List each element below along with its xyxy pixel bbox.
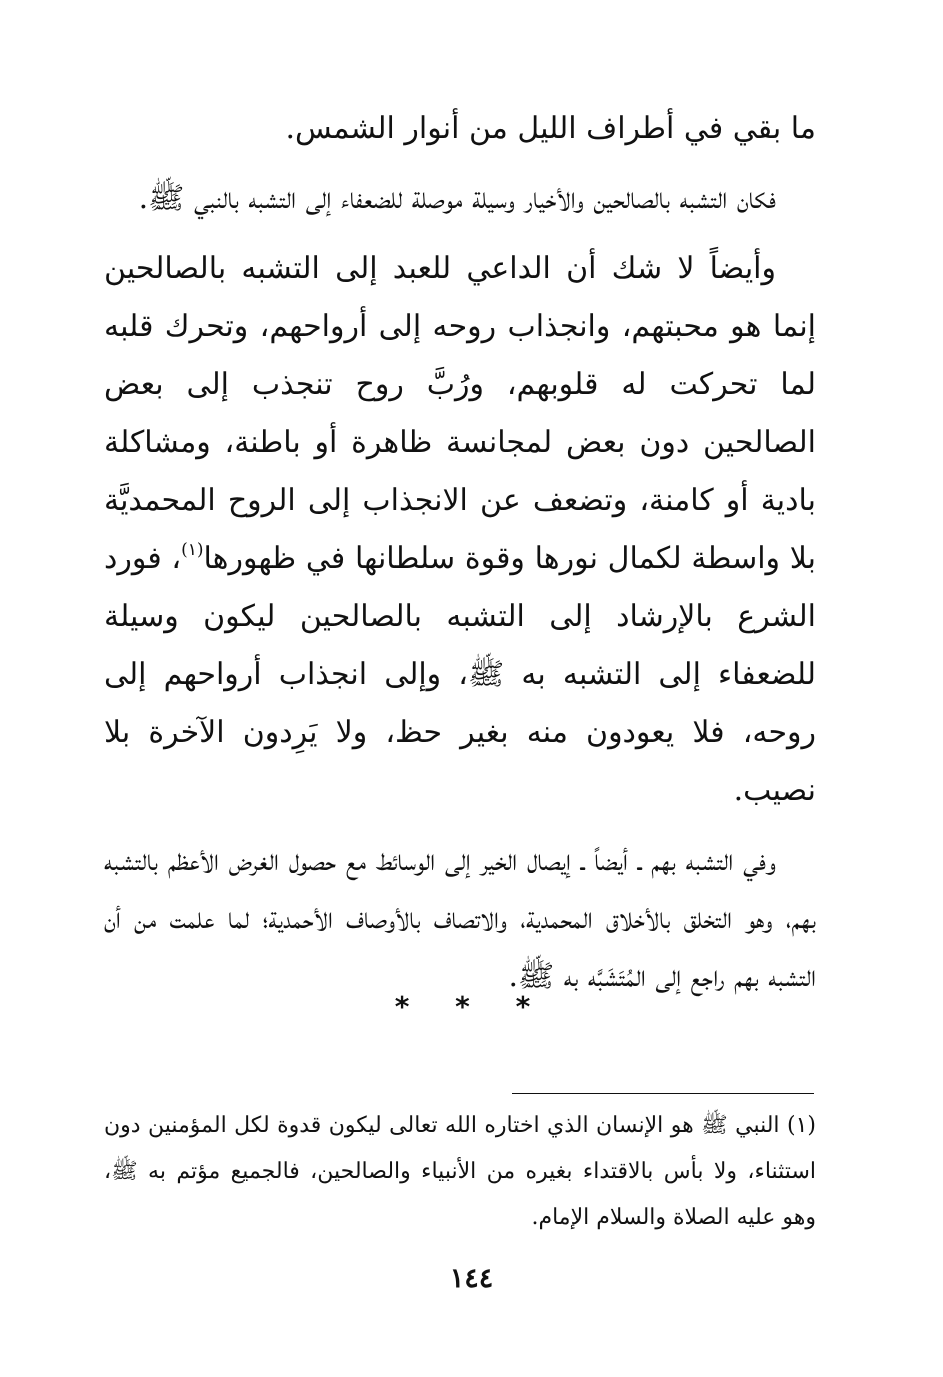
paragraph-1 <box>104 100 816 158</box>
footnote <box>104 1103 816 1241</box>
paragraph-3-continuation: ، فورد الشرع بالإرشاد إلى التشبه بالصالحين ليكون وسيلة للضعفاء إلى التشبه به ﷺ، وإلى انجذاب أرواحهم إلى روحه، فلا يعودون منه بغير حظ، ولا يَرِدون الآخرة بلا نصيب. <box>104 541 816 808</box>
paragraph-2 <box>104 170 816 228</box>
paragraph-4 <box>104 832 816 1006</box>
paragraph-2-text: فكان التشبه بالصالحين والأخيار وسيلة موصلة للضعفاء إلى التشبه بالنبي ﷺ. <box>138 181 776 216</box>
section-separator: * * * <box>394 990 549 1023</box>
footnote-marker: (١) <box>786 1113 816 1138</box>
page-number: ١٤٤ <box>449 1263 494 1294</box>
footnote-reference[interactable]: (١) <box>181 540 204 560</box>
paragraph-4-text: وفي التشبه بهم ـ أيضاً ـ إيصال الخير إلى الوسائط مع حصول الغرض الأعظم بالتشبه بهم، وهو التخلق بالأخلاق المحمدية، والاتصاف بالأوصاف الأحمدية؛ لما علمت من أن التشبه بهم راجع إلى المُتَشَبَّه به ﷺ. <box>104 843 816 994</box>
paragraph-3-text: وأيضاً لا شك أن الداعي للعبد إلى التشبه بالصالحين إنما هو محبتهم، وانجذاب روحه إلى أرواحهم، وتحرك قلبه لما تحركت له قلوبهم، ورُبَّ روح تنجذب إلى بعض الصالحين دون بعض لمجانسة ظاهرة أو باطنة، ومشاكلة بادية أو كامنة، وتضعف عن الانجذاب إلى الروح المحمديَّة بلا واسطة لكمال نورها وقوة سلطانها في ظهورها <box>104 251 817 576</box>
paragraph-3 <box>104 240 816 820</box>
main-text <box>104 100 816 1018</box>
footnote-rule <box>512 1093 814 1094</box>
footnote-text: النبي ﷺ هو الإنسان الذي اختاره الله تعالى ليكون قدوة لكل المؤمنين دون استثناء، ولا بأس بالاقتداء بغيره من الأنبياء والصالحين، فالجميع مؤتم به ﷺ، وهو عليه الصلاة والسلام الإمام. <box>104 1113 816 1230</box>
paragraph-1-text: ما بقي في أطراف الليل من أنوار الشمس. <box>285 111 816 146</box>
